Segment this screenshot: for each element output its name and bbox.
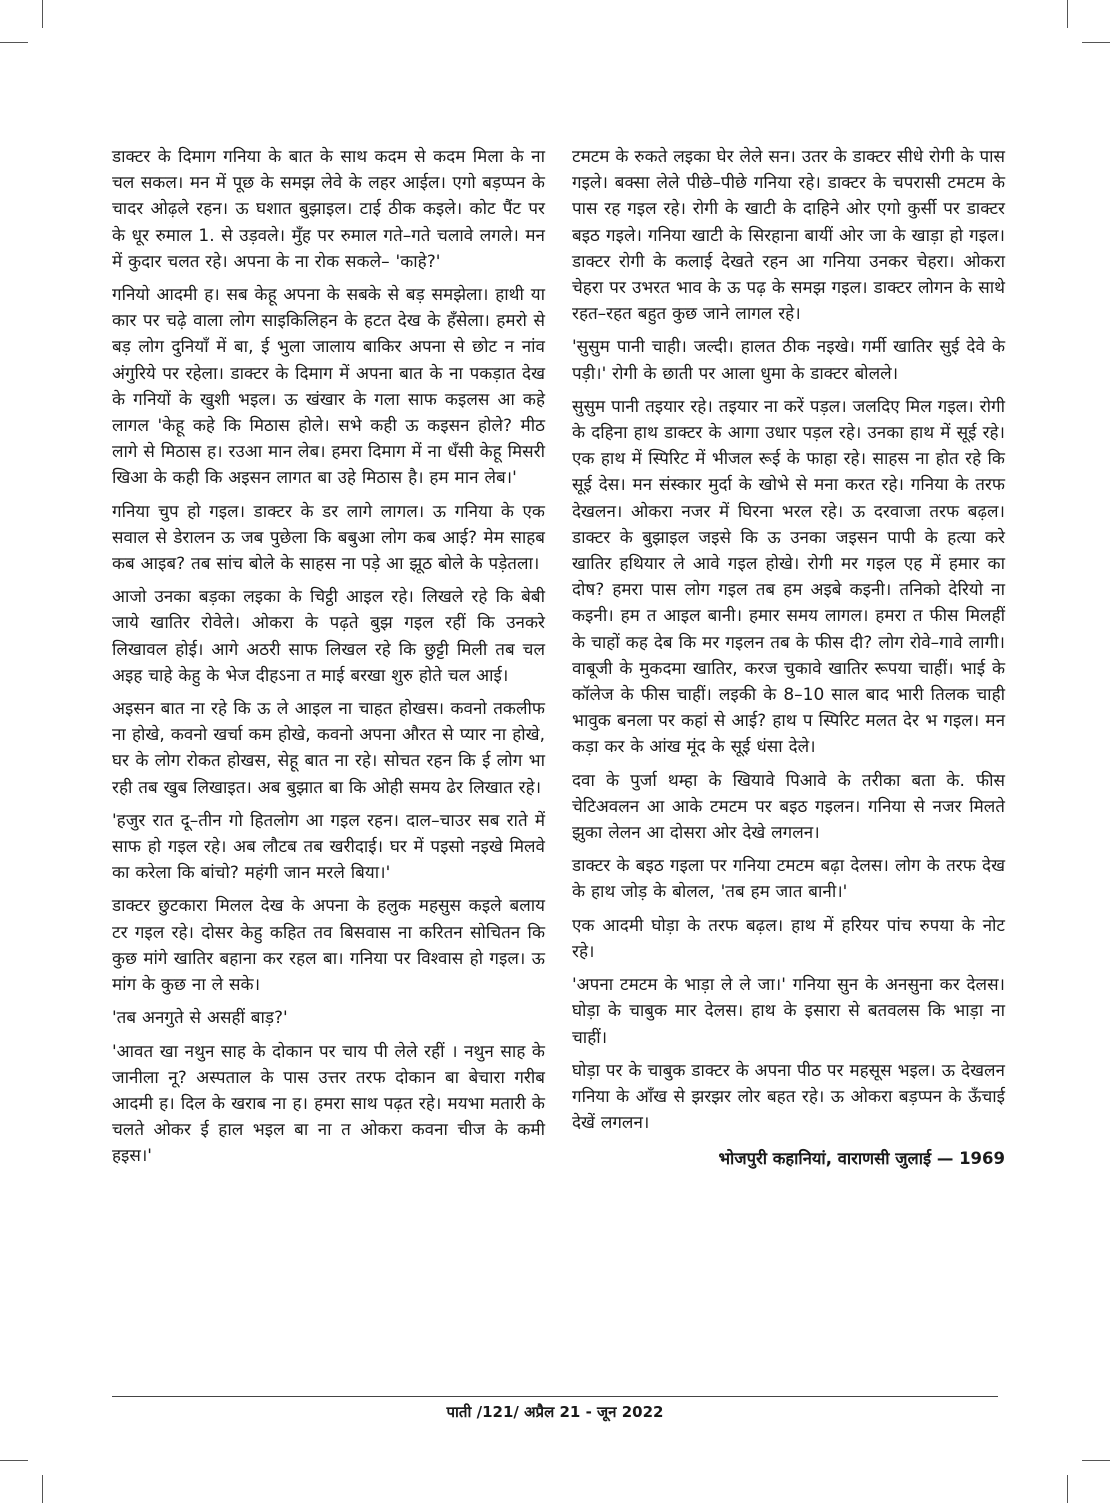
paragraph: गनिया चुप हो गइल। डाक्टर के डर लागे लागल। ऊ गनिया के एक सवाल से डेरालन ऊ जब पुछेला कि बबुआ लोग कब आई? मेम साहब कब आइब? तब सांच बोले के साहस ना पड़े आ झूठ बोले के पड़ेतला।	[112, 501, 545, 575]
paragraph: टमटम के रुकते लइका घेर लेले सन। उतर के डाक्टर सीधे रोगी के पास गइले। बक्सा लेले पीछे–पीछे गनिया रहे। डाक्टर के चपरासी टमटम के पास रह गइल रहे। रोगी के खाटी के दाहिने ओर एगो कुर्सी पर डाक्टर बइठ गइले। गनिया खाटी के सिरहाना बायीं ओर जा के खाड़ा हो गइल। डाक्टर रोगी के कलाई देखते रहन आ गनिया उनकर चेहरा। ओकरा चेहरा पर उभरत भाव के ऊ पढ़ के समझ गइल। डाक्टर लोगन के साथे रहत–रहत बहुत कुछ जाने लागल रहे।	[572, 147, 1005, 325]
paragraph: दवा के पुर्जा थम्हा के खियावे पिआवे के तरीका बता के. फीस चेटिअवलन आ आके टमटम पर बइठ गइलन। गनिया से नजर मिलते झुका लेलन आ दोसरा ओर देखे लगलन।	[572, 770, 1005, 844]
paragraph: घोड़ा पर के चाबुक डाक्टर के अपना पीठ पर महसूस भइल। ऊ देखलन गनिया के आँख से झरझर लोर बहत रहे। ऊ ओकरा बड़प्पन के ऊँचाई देखें लगलन।	[572, 1060, 1005, 1134]
source-citation: भोजपुरी कहानियां, वाराणसी जुलाई — 1969	[718, 1149, 1005, 1169]
crop-mark-top-left-vertical	[42, 0, 43, 28]
paragraph: डाक्टर छुटकारा मिलल देख के अपना के हलुक महसुस कइले बलाय टर गइल रहे। दोसर केहु कहित तव बिसवास ना करितन सोचितन कि कुछ मांगे खातिर बहाना कर रहल बा। गनिया पर विश्वास हो गइल। ऊ मांग के कुछ ना ले सके।	[112, 896, 545, 996]
paragraph: सुसुम पानी तइयार रहे। तइयार ना करें पड़ल। जलदिए मिल गइल। रोगी के दहिना हाथ डाक्टर के आगा उधार पड़ल रहे। उनका हाथ में सूई रहे। एक हाथ में स्पिरिट में भीजल रूई के फाहा रहे। साहस ना होत रहे कि सूई देस। मन संस्कार मुर्दा के खोभे से मना करत रहे। गनिया के तरफ देखलन। ओकरा नजर में घिरना भरल रहे। ऊ दरवाजा तरफ बढ़ल। डाक्टर के बुझाइल जइसे कि ऊ उनका जइसन पापी के हत्या करे खातिर हथियार ले आवे गइल होखे। रोगी मर गइल एह में हमार का दोष? हमरा पास लोग गइल तब हम अइबे कइनी। तनिको देरियो ना कइनी। हम त आइल बानी। हमार समय लागल। हमरा त फीस मिलहीं के चाहों कह देब कि मर गइलन तब के फीस दी? लोग रोवे–गावे लागी। वाबूजी के मुकदमा खातिर, करज चुकावे खातिर रूपया चाहीं। भाई के कॉलेज के फीस चाहीं। लइकी के 8–10 साल बाद भारी तिलक चाही भावुक बनला पर कहां से आई? हाथ प स्पिरिट मलत देर भ गइल। मन कड़ा कर के आंख मूंद के सूई धंसा देले।	[572, 396, 1005, 758]
paragraph: डाक्टर के बइठ गइला पर गनिया टमटम बढ़ा देलस। लोग के तरफ देख के हाथ जोड़ के बोलल, 'तब हम जात बानी।'	[572, 856, 1005, 903]
paragraph: एक आदमी घोड़ा के तरफ बढ़ल। हाथ में हरियर पांच रुपया के नोट रहे।	[572, 915, 1005, 962]
page-footer: पाती /121/ अप्रैल 21 - जून 2022	[446, 1403, 664, 1421]
paragraph: डाक्टर के दिमाग गनिया के बात के साथ कदम से कदम मिला के ना चल सकल। मन में पूछ के समझ लेवे के लहर आईल। एगो बड़प्पन के चादर ओढ़ले रहन। ऊ घशात बुझाइल। टाई ठीक कइले। कोट पैंट पर के धूर रुमाल 1. से उड़वले। मुँह पर रुमाल गते–गते चलावे लगले। मन में कुदार चलत रहे। अपना के ना रोक सकले– 'काहे?'	[112, 147, 545, 272]
crop-mark-top-right-vertical	[1067, 0, 1068, 28]
footer-rule	[112, 1396, 998, 1397]
paragraph: आजो उनका बड़का लइका के चिट्ठी आइल रहे। लिखले रहे कि बेबी जाये खातिर रोवेले। ओकरा के पढ़ते बुझ गइल रहीं कि उनकरे लिखावल होई। आगे अठरी साफ लिखल रहे कि छुट्टी मिली तब चल अइह चाहे केहु के भेज दीहऽना त माई बरखा शुरु होते चल आई।	[112, 587, 545, 686]
left-column	[112, 144, 545, 1177]
crop-mark-bottom-right-horizontal	[1082, 1460, 1110, 1461]
paragraph: अइसन बात ना रहे कि ऊ ले आइल ना चाहत होखस। कवनो तकलीफ ना होखे, कवनो खर्चा कम होखे, कवनो अपना औरत से प्यार ना होखे, घर के लोग रोकत होखस, सेहू बात ना रहे। सोचत रहन कि ई लोग भा रही तब खुब लिखाइत। अब बुझात बा कि ओही समय ढेर लिखात रहे।	[112, 699, 545, 798]
paragraph: गनियो आदमी ह। सब केहू अपना के सबके से बड़ समझेला। हाथी या कार पर चढ़े वाला लोग साइकिलिहन के हटत देख के हँसेला। हमरो से बड़ लोग दुनियाँ में बा, ई भुला जालाय बाकिर अपना से छोट न नांव अंगुरिये पर रहेला। डाक्टर के दिमाग में अपना बात के ना पकड़ात देख के गनियों के खुशी भइल। ऊ खंखार के गला साफ कइलस आ कहे लागल 'केहू कहे कि मिठास होले। सभे कही ऊ कइसन होले? मीठ लागे से मिठास ह। रउआ मान लेब। हमरा दिमाग में ना धँसी केहू मिसरी खिआ के कही कि अइसन लागत बा उहे मिठास है। हम मान लेब।'	[112, 285, 545, 489]
crop-mark-top-left-horizontal	[0, 42, 28, 43]
crop-mark-bottom-left-vertical	[42, 1475, 43, 1503]
paragraph: 'तब अनगुते से असहीं बाड़?'	[112, 1008, 288, 1029]
paragraph: 'आवत खा नथुन साह के दोकान पर चाय पी लेले रहीं । नथुन साह के जानीला नू? अस्पताल के पास उत्तर तरफ दोकान बा बेचारा गरीब आदमी ह। दिल के खराब ना ह। हमरा साथ पढ़त रहे। मयभा मतारी के चलते ओकर ई हाल भइल बा ना त ओकरा कवना चीज के कमी हइस।'	[112, 1041, 545, 1167]
paragraph: 'हजुर रात दू–तीन गो हितलोग आ गइल रहन। दाल–चाउर सब राते में साफ हो गइल रहे। अब लौटब तब खरीदाई। घर में पइसो नइखे मिलवे का करेला कि बांचो? महंगी जान मरले बिया।'	[112, 810, 545, 884]
crop-mark-bottom-right-vertical	[1067, 1475, 1068, 1503]
right-column	[572, 144, 1005, 1169]
paragraph: 'सुसुम पानी चाही। जल्दी। हालत ठीक नइखे। गर्मी खातिर सुई देवे के पड़ी।' रोगी के छाती पर आला धुमा के डाक्टर बोलले।	[572, 337, 1005, 384]
crop-mark-top-right-horizontal	[1082, 42, 1110, 43]
crop-mark-bottom-left-horizontal	[0, 1460, 28, 1461]
paragraph: 'अपना टमटम के भाड़ा ले ले जा।' गनिया सुन के अनसुना कर देलस। घोड़ा के चाबुक मार देलस। हाथ के इसारा से बतवलस कि भाड़ा ना चाहीं।	[572, 975, 1005, 1048]
